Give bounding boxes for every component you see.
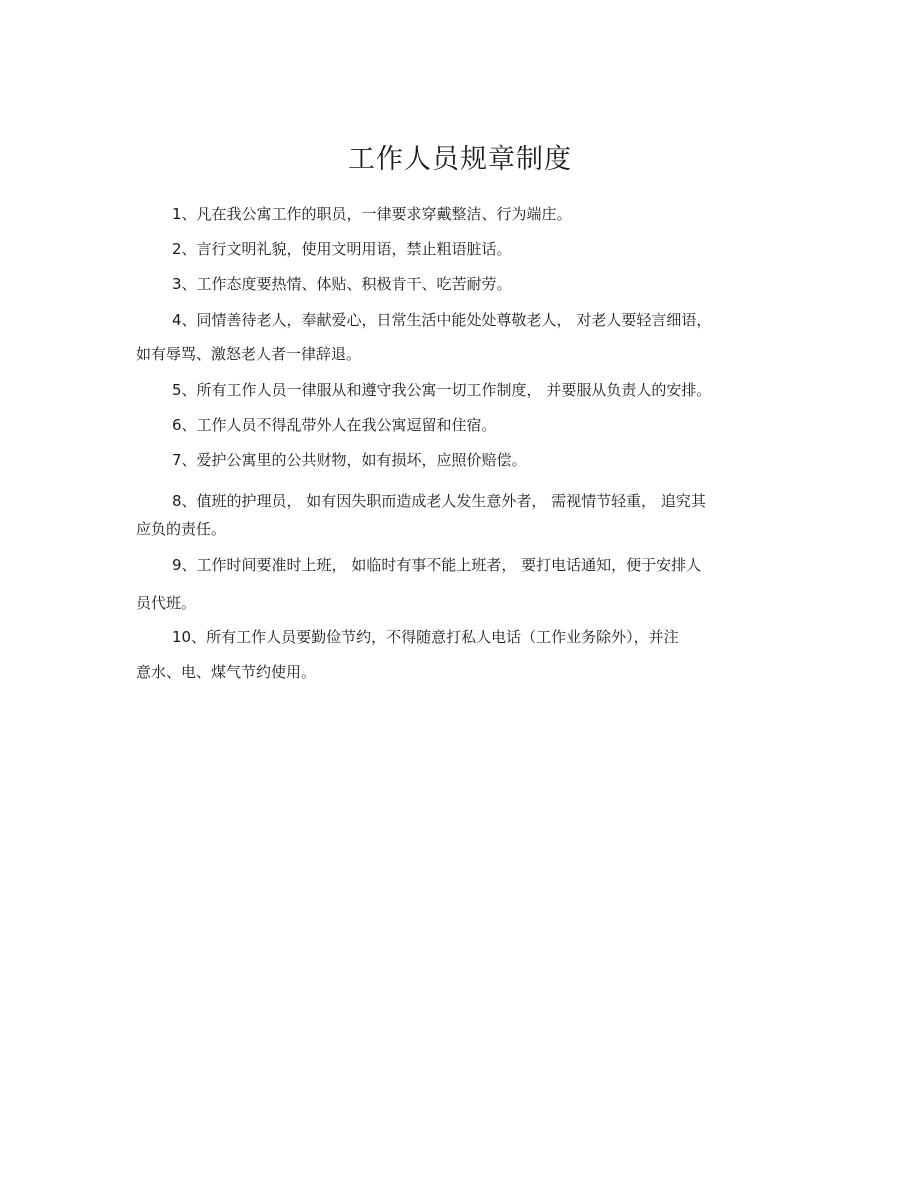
rule-2 <box>136 232 786 266</box>
rule-7-line-1: 7、爱护公寓里的公共财物，如有损坏，应照价赔偿。 <box>172 451 527 469</box>
document-title: 工作人员规章制度 <box>348 144 572 175</box>
rule-9-line-2: 员代班。 <box>136 594 197 612</box>
rule-8 <box>136 484 786 546</box>
rule-3-line-1: 3、工作态度要热情、体贴、积极肯干、吃苦耐劳。 <box>172 275 512 293</box>
rule-2-line-1: 2、言行文明礼貌，使用文明用语，禁止粗语脏话。 <box>172 240 512 258</box>
rule-5-line-1: 5、所有工作人员一律服从和遵守我公寓一切工作制度， 并要服从负责人的安排。 <box>172 381 712 399</box>
rule-4-line-2: 如有辱骂、激怒老人者一律辞退。 <box>136 345 362 363</box>
rule-9 <box>136 548 786 620</box>
rule-4-line-1: 4、同情善待老人，奉献爱心，日常生活中能处处尊敬老人， 对老人要轻言细语， <box>172 311 712 329</box>
rule-8-line-2: 应负的责任。 <box>136 520 227 538</box>
rule-6-line-1: 6、工作人员不得乱带外人在我公寓逗留和住宿。 <box>172 416 497 434</box>
rule-5 <box>136 373 786 407</box>
rule-10-line-1: 10、所有工作人员要勤俭节约，不得随意打私人电话（工作业务除外），并注 <box>172 628 679 646</box>
rule-4 <box>136 303 786 371</box>
rule-9-line-1: 9、工作时间要准时上班， 如临时有事不能上班者， 要打电话通知，便于安排人 <box>172 556 702 574</box>
rule-7 <box>136 443 786 477</box>
rule-10 <box>136 620 786 689</box>
rule-1-line-1: 1、凡在我公寓工作的职员，一律要求穿戴整洁、行为端庄。 <box>172 205 572 223</box>
rule-1 <box>136 197 786 231</box>
rule-10-line-2: 意水、电、煤气节约使用。 <box>136 663 317 681</box>
rule-8-line-1: 8、值班的护理员， 如有因失职而造成老人发生意外者， 需视情节轻重， 追究其 <box>172 492 706 510</box>
rule-3 <box>136 267 786 301</box>
rule-6 <box>136 408 786 442</box>
